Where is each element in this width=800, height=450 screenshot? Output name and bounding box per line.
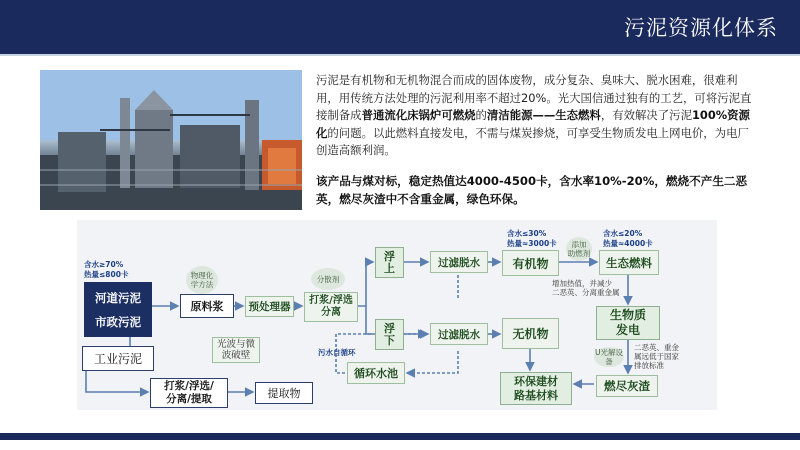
additive-circle: [566, 237, 592, 261]
sludge-source-box: [84, 282, 152, 337]
filter-dewater-top-box: 过滤脱水: [430, 251, 488, 273]
footer-bar: [0, 433, 800, 440]
eco-fuel-box: 生态燃料: [599, 250, 659, 275]
float-down-line2: 下: [384, 333, 395, 347]
river-sludge-label: 河道污泥: [95, 290, 141, 305]
slurry-flotation-box: [304, 292, 358, 322]
organic-spec-moisture: 含水≤30%: [507, 229, 547, 238]
organic-spec-heat: 热量≈3000卡: [507, 239, 557, 248]
eco-spec-moisture: 含水≤20%: [603, 229, 643, 238]
municipal-sludge-label: 市政污泥: [95, 314, 141, 329]
slurry-extract-line2: 分离/提取: [166, 393, 212, 405]
heat-note-line2: 二恶英、分离重金属: [552, 288, 620, 297]
float-down-box: [375, 319, 404, 350]
eco-material-line1: 环保建材: [514, 374, 558, 388]
product-summary: 该产品与煤对标，稳定热值达4000-4500卡，含水率10%-20%，燃烧不产生二恶英，燃尽灰渣中不含重金属，绿色环保。: [316, 174, 748, 206]
residue-note-line1: 二恶英、重金: [634, 343, 679, 352]
organic-matter-box: 有机物: [502, 250, 559, 276]
inorganic-matter-box: 无机物: [502, 318, 559, 349]
additive-line1: 添加: [571, 240, 587, 249]
ash-residue-box: 燃尽灰渣: [596, 375, 658, 397]
ultrasonic-line2: 波破壁: [221, 350, 251, 361]
water-cycle-label: 污水自循环: [318, 348, 356, 357]
ultrasonic-line1: 光波与微: [216, 339, 255, 350]
intro-paragraph: 污泥是有机物和无机物混合而成的固体废物，成分复杂、臭味大、脱水困难，很难利用，用传统方法处理的污泥利用率不超过20%。光大国信通过独有的工艺，可将污泥直接制备成普通流化床锅炉可燃烧的清洁能源——生态燃料，有效解决了污泥100%资源化的问题。以此燃料直接发电，不需与煤炭掺烧，可享受生物质发电上网电价，为电厂创造高额利润。: [316, 73, 752, 158]
eco-material-line2: 路基材料: [514, 388, 558, 402]
filter-dewater-bottom-box: 过滤脱水: [430, 323, 488, 345]
eco-spec-heat: 热量≈4000卡: [603, 239, 653, 248]
biomass-line2: 发电: [615, 323, 640, 337]
slurry-extract-box: [150, 378, 228, 408]
u-photolysis-circle: U光解设备: [595, 348, 623, 366]
extract-box: 提取物: [255, 382, 313, 404]
physchem-line2: 学方法: [190, 280, 214, 289]
float-up-box: [375, 247, 404, 278]
eco-building-material-box: [500, 372, 572, 405]
slurry-float-line2: 分离: [321, 307, 341, 318]
residue-note-line2: 属远低于国家: [634, 352, 679, 361]
slurry-extract-line1: 打浆/浮选/: [164, 380, 214, 392]
input-spec-moisture: 含水≥70%: [84, 260, 124, 269]
float-up-line1: 浮: [384, 249, 395, 263]
additive-line2: 助燃剂: [567, 249, 591, 258]
float-down-line1: 浮: [384, 321, 395, 335]
physchem-line1: 物理化: [190, 271, 214, 280]
residue-note-line3: 排放标准: [634, 361, 664, 370]
raw-slurry-box: 原料浆: [180, 294, 234, 318]
dispersant-circle: 分散剂: [311, 268, 345, 290]
industrial-sludge-box: 工业污泥: [82, 346, 154, 371]
ultrasonic-wallbreak-box: [212, 337, 260, 363]
pretreatment-box: 预处理器: [245, 296, 294, 317]
biomass-power-box: [596, 306, 660, 340]
circulating-pool-box: 循环水池: [347, 362, 405, 384]
biomass-line1: 生物质: [609, 308, 646, 322]
float-up-line2: 上: [384, 261, 395, 275]
input-spec-heat: 热量≤800卡: [84, 270, 129, 279]
heat-note-line1: 增加热值，并减少: [552, 279, 612, 288]
slurry-float-line1: 打浆/浮选: [309, 295, 353, 306]
physchem-method-circle: [186, 266, 218, 294]
page-title: 污泥资源化体系: [624, 16, 778, 40]
